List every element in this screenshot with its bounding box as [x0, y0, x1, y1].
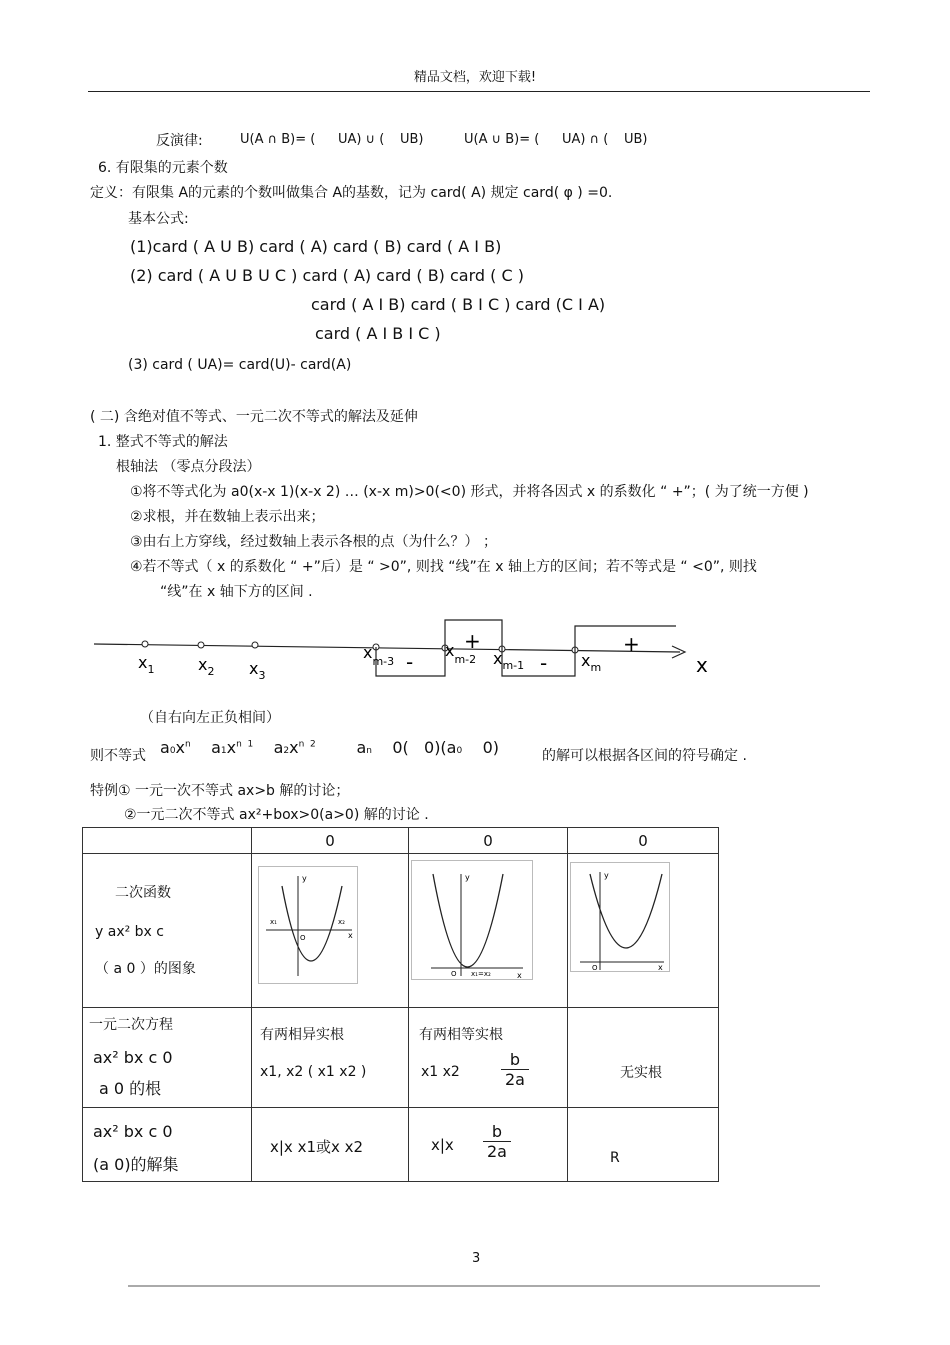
step-3: ③由右上方穿线，经过数轴上表示各根的点（为什么？） ；: [130, 534, 497, 550]
svg-text:O: O: [300, 934, 306, 942]
table-header-empty: [83, 828, 252, 854]
row-roots-double: [409, 1008, 568, 1108]
svg-text:O: O: [592, 964, 598, 972]
svg-text:y: y: [604, 871, 609, 880]
label-xm-2: $x_{m-2}$: [445, 641, 477, 666]
de-morgan-formula-1c: UB): [400, 132, 424, 147]
row-roots-label-line2: ax² bx c 0: [93, 1048, 173, 1067]
label-xm-1: $x_{m-1}$: [493, 649, 525, 672]
solution-set-two-distinct: x|x x1或x x2: [270, 1138, 364, 1156]
axis-caption: （自右向左正负相间）: [140, 710, 280, 726]
solution-set-double: x|x: [431, 1136, 454, 1154]
row-roots-none: [568, 1008, 719, 1108]
de-morgan-formula-1b: UA) ∪ (: [338, 132, 385, 147]
svg-text:O: O: [451, 970, 457, 978]
table-row-solution-set: [83, 1108, 719, 1182]
formula-2b: card ( A I B) card ( B I C ) card (C I A): [311, 295, 606, 314]
general-inequality-prefix: 则不等式: [90, 748, 146, 764]
step-1: ①将不等式化为 a0(x-x 1)(x-x 2) … (x-x m)>0(<0) 形式，并将各因式 x 的系数化 “ +”；( 为了统一方便 ): [130, 484, 809, 500]
svg-text:x₁=x₂: x₁=x₂: [471, 970, 491, 978]
row-graph-no-root: [568, 854, 719, 1008]
two-distinct-roots-title: 有两相异实根: [260, 1027, 344, 1043]
de-morgan-formula-1a: U(A ∩ B)= (: [240, 132, 316, 147]
formula-2a: (2) card ( A U B U C ) card ( A) card ( B) card ( C ): [130, 266, 524, 285]
row-solution-label-line1: ax² bx c 0: [93, 1122, 173, 1141]
basic-formula-label: 基本公式:: [128, 211, 189, 227]
table-row-roots: [83, 1008, 719, 1108]
svg-text:x: x: [658, 963, 663, 972]
formula-3: (3) card ( UA)= card(U)- card(A): [128, 357, 352, 373]
graph1-parabola: [282, 886, 342, 961]
solution-fraction-denominator: 2a: [487, 1142, 507, 1161]
table-header-row: [83, 828, 719, 854]
root-point-x1: [142, 641, 148, 647]
row-solution-double: [409, 1108, 568, 1182]
parabola-no-root-graph: [570, 862, 670, 972]
row-solution-label-line2: (a 0)的解集: [93, 1155, 179, 1174]
label-x1: $x_1$: [138, 653, 155, 676]
row-roots-label-line3: a 0 的根: [99, 1079, 162, 1098]
de-morgan-formula-2b: UA) ∩ (: [562, 132, 609, 147]
row-solution-none: [568, 1108, 719, 1182]
row-solution-label: [83, 1108, 252, 1182]
section-2-title: ( 二) 含绝对值不等式、一元二次不等式的解法及延伸: [90, 409, 418, 425]
solution-fraction-numerator: b: [483, 1122, 511, 1142]
sign-minus-2: -: [540, 651, 548, 675]
subsection-1-heading: 1. 整式不等式的解法: [98, 434, 228, 450]
svg-text:x: x: [348, 931, 353, 940]
section-6-heading: 6. 有限集的元素个数: [98, 160, 228, 176]
header-title: 精品文档，欢迎下载!: [413, 70, 537, 85]
svg-text:y: y: [302, 874, 307, 883]
label-xm: $x_m$: [581, 651, 602, 674]
step-4-continued: “线”在 x 轴下方的区间 .: [160, 584, 313, 600]
row-roots-label: [83, 1008, 252, 1108]
section-6-definition: 定义：有限集 A的元素的个数叫做集合 A的基数，记为 card( A) 规定 card( φ ) =0.: [90, 185, 613, 201]
svg-text:x₂: x₂: [338, 918, 345, 926]
de-morgan-label: 反演律:: [156, 133, 203, 149]
svg-text:x₁: x₁: [270, 918, 277, 926]
x-axis-line: [94, 644, 680, 652]
step-2: ②求根，并在数轴上表示出来；: [130, 509, 325, 525]
svg-text:y: y: [465, 873, 470, 882]
special-case-2: ②一元二次不等式 ax²+box>0(a>0) 解的讨论 .: [124, 807, 429, 823]
label-xm-3: $x_{m-3}$: [363, 643, 395, 668]
label-x2: $x_2$: [198, 655, 215, 678]
parabola-two-roots-graph: [258, 866, 358, 984]
row-graph-label-line1: 二次函数: [115, 885, 171, 901]
fraction-numerator: b: [501, 1050, 529, 1070]
sign-minus-1: -: [406, 650, 414, 674]
table-row-graph: [83, 854, 719, 1008]
row-graph-label-line2: y ax² bx c: [95, 924, 164, 940]
de-morgan-formula-2a: U(A ∪ B)= (: [464, 132, 540, 147]
number-line-diagram: [80, 612, 740, 692]
two-distinct-roots-formula: x1, x2 ( x1 x2 ): [260, 1064, 367, 1080]
graph3-parabola: [590, 874, 662, 948]
table-header-delta-negative: 0: [568, 828, 719, 854]
svg-text:x: x: [517, 971, 522, 980]
row-roots-label-line1: 一元二次方程: [89, 1017, 173, 1033]
sign-plus-1: +: [464, 629, 481, 653]
no-real-roots: 无实根: [620, 1065, 662, 1081]
row-roots-two-distinct: [252, 1008, 409, 1108]
row-graph-two-roots: [252, 854, 409, 1008]
header-divider: [88, 91, 870, 92]
sign-plus-2: +: [623, 632, 640, 656]
row-graph-double-root: [409, 854, 568, 1008]
double-root-fraction: [501, 1050, 529, 1089]
de-morgan-formula-2c: UB): [624, 132, 648, 147]
footer-divider: [128, 1285, 820, 1287]
general-inequality-formula: $a0x^n$ $a1x^{n 1}$ $a2x^{n 2}$ an 0( 0)(a0 0): [160, 738, 499, 757]
root-point-x2: [198, 642, 204, 648]
general-inequality-suffix: 的解可以根据各区间的符号确定 .: [542, 748, 747, 764]
double-root-title: 有两相等实根: [419, 1027, 503, 1043]
root-point-x3: [252, 642, 258, 648]
row-graph-label: [83, 854, 252, 1008]
label-x3: $x_3$: [249, 659, 266, 682]
row-solution-two-distinct: [252, 1108, 409, 1182]
label-x-axis: x: [696, 653, 708, 677]
fraction-denominator: 2a: [505, 1070, 525, 1089]
method-heading: 根轴法 （零点分段法）: [116, 459, 261, 475]
quadratic-summary-table: [82, 827, 719, 1182]
double-root-formula: x1 x2: [421, 1064, 460, 1080]
parabola-double-root-graph: [411, 860, 533, 980]
formula-1: (1)card ( A U B) card ( A) card ( B) card ( A I B): [130, 237, 502, 256]
page-number: 3: [472, 1251, 481, 1266]
solution-set-reals: R: [610, 1150, 620, 1166]
solution-fraction: [483, 1122, 511, 1161]
row-graph-label-line3: （ a 0 ）的图象: [95, 961, 196, 977]
graph2-parabola: [433, 874, 503, 967]
special-case-1: 特例① 一元一次不等式 ax>b 解的讨论；: [90, 783, 350, 799]
step-4: ④若不等式（ x 的系数化 “ +”后）是 “ >0”, 则找 “线”在 x 轴上方的区间；若不等式是 “ <0”, 则找: [130, 559, 757, 575]
formula-2c: card ( A I B I C ): [315, 324, 441, 343]
table-header-delta-zero: 0: [409, 828, 568, 854]
table-header-delta-positive: 0: [252, 828, 409, 854]
